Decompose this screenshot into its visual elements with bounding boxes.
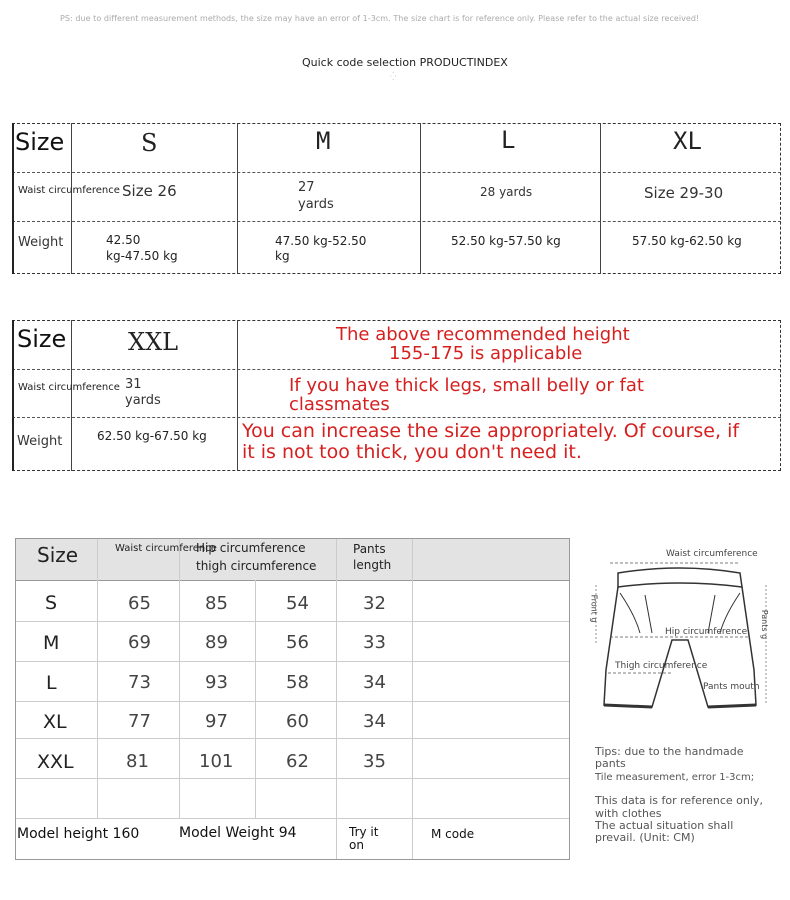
waist-label: Waist circumference (18, 185, 120, 196)
size-xxl: XXL (128, 328, 179, 356)
sparkle-icon: ⁛ (390, 72, 397, 81)
diag-thigh: Thigh circumference (615, 661, 708, 671)
size-m: M (316, 127, 331, 155)
row-thigh: 56 (286, 632, 309, 653)
weight-label: Weight (18, 235, 64, 250)
diag-waist: Waist circumference (666, 549, 758, 559)
waist-label-2: Waist circumference (18, 382, 120, 393)
waist-m-1: 27 (298, 180, 315, 195)
weight-m-2: kg (275, 249, 290, 263)
row-length: 35 (363, 751, 386, 772)
row-length: 34 (363, 672, 386, 693)
thick-legs-line-2: classmates (289, 394, 390, 415)
diag-pants: Pants g (760, 609, 770, 640)
size-l: L (501, 126, 516, 154)
shorts-outline-icon (580, 545, 780, 730)
model-height: Model height 160 (17, 826, 140, 842)
row-size: XL (43, 711, 67, 733)
weight-label-2: Weight (17, 434, 63, 449)
weight-l: 52.50 kg-57.50 kg (451, 234, 561, 248)
waist-s: Size 26 (122, 182, 177, 200)
row-length: 33 (363, 632, 386, 653)
page-heading: Quick code selection PRODUCTINDEX (302, 56, 508, 69)
row-waist: 65 (128, 593, 151, 614)
row-size: S (45, 592, 58, 614)
increase-line-1: You can increase the size appropriately. Of course, if (242, 420, 740, 442)
thick-legs-line-1: If you have thick legs, small belly or fat (289, 375, 644, 396)
tips-line: The actual situation shall (595, 819, 734, 832)
recommend-line-1: The above recommended height (336, 324, 630, 345)
model-weight: Model Weight 94 (179, 825, 297, 841)
row-hip: 89 (205, 632, 228, 653)
col-pants-1: Pants (353, 542, 386, 556)
col-thigh: thigh circumference (196, 559, 317, 573)
diag-mouth: Pants mouth (703, 682, 760, 692)
weight-xl: 57.50 kg-62.50 kg (632, 234, 742, 248)
row-length: 34 (363, 711, 386, 732)
row-thigh: 62 (286, 751, 309, 772)
diag-front: Front g (589, 594, 599, 623)
disclaimer-note: PS: due to different measurement methods, the size may have an error of 1-3cm. The size chart is for reference only. Please refer to the actual size received! (60, 14, 700, 23)
row-hip: 101 (199, 751, 234, 772)
row-hip: 97 (205, 711, 228, 732)
m-code: M code (431, 827, 475, 841)
row-size: L (46, 672, 57, 694)
try-on-1: Try it (349, 825, 379, 839)
row-waist: 73 (128, 672, 151, 693)
tips-line: This data is for reference only, (595, 794, 763, 807)
weight-s-1: 42.50 (106, 233, 141, 247)
row-waist: 77 (128, 711, 151, 732)
tips-line: Tips: due to the handmade (595, 745, 744, 758)
tips-line: with clothes (595, 807, 662, 820)
row-thigh: 54 (286, 593, 309, 614)
col-waist: Waist circumference (115, 543, 217, 554)
row-waist: 69 (128, 632, 151, 653)
tips-line: pants (595, 757, 626, 770)
weight-m-1: 47.50 kg-52.50 (275, 234, 367, 248)
tips-line: prevail. (Unit: CM) (595, 831, 695, 844)
diag-hip: Hip circumference (665, 627, 748, 637)
size-header-2: Size (17, 325, 67, 353)
row-thigh: 60 (286, 711, 309, 732)
tips-line: Tile measurement, error 1-3cm; (595, 772, 755, 783)
weight-s-2: kg-47.50 kg (106, 249, 178, 263)
waist-xl: Size 29-30 (644, 184, 724, 202)
row-size: M (43, 632, 60, 654)
increase-line-2: it is not too thick, you don't need it. (242, 441, 582, 463)
waist-l: 28 yards (480, 185, 533, 199)
col-size: Size (37, 543, 79, 567)
row-hip: 93 (205, 672, 228, 693)
row-length: 32 (363, 593, 386, 614)
col-hip: Hip circumference (196, 541, 306, 555)
size-xl: XL (673, 127, 702, 155)
waist-xxl-2: yards (125, 393, 161, 408)
weight-xxl: 62.50 kg-67.50 kg (97, 429, 207, 443)
waist-m-2: yards (298, 197, 334, 212)
waist-xxl-1: 31 (125, 377, 142, 392)
row-hip: 85 (205, 593, 228, 614)
row-thigh: 58 (286, 672, 309, 693)
size-s: S (141, 129, 158, 157)
try-on-2: on (349, 838, 364, 852)
row-waist: 81 (126, 751, 149, 772)
size-header: Size (15, 128, 65, 156)
recommend-line-2: 155-175 is applicable (389, 343, 583, 364)
row-size: XXL (37, 751, 74, 773)
col-pants-2: length (353, 558, 392, 572)
